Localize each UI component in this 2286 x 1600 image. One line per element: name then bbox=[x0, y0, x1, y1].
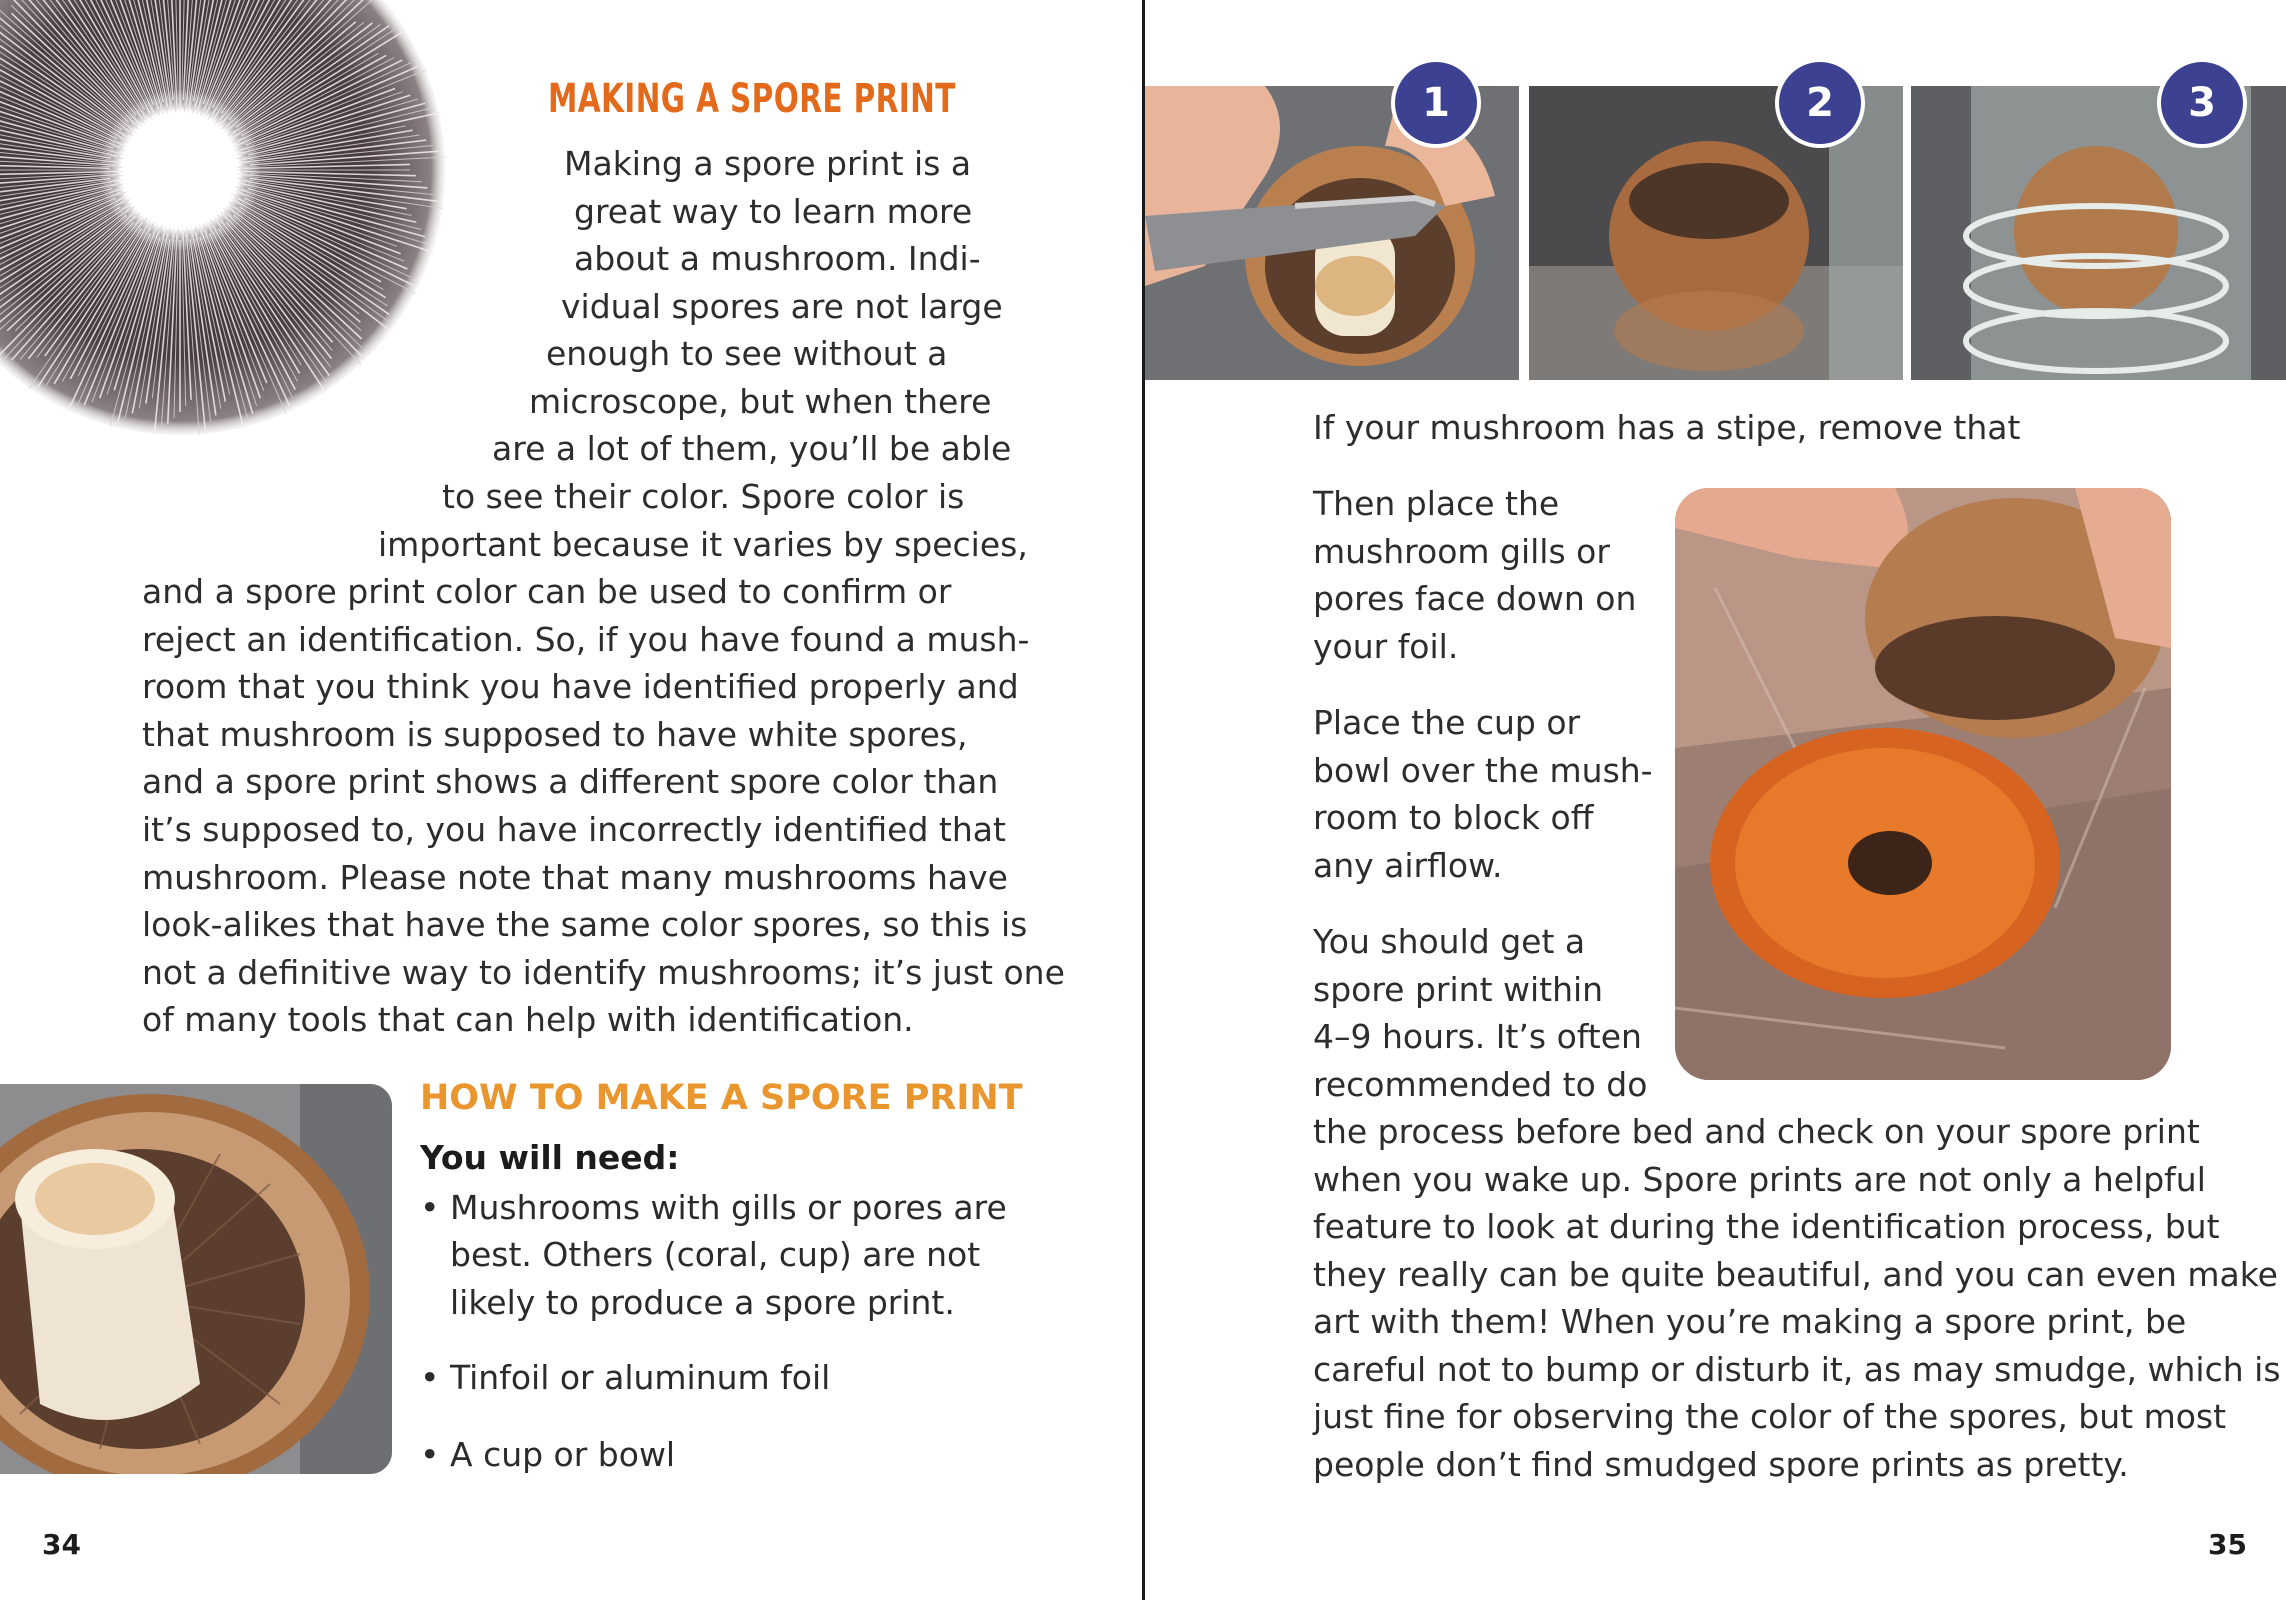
list-item-line: A cup or bowl bbox=[450, 1435, 676, 1474]
text-line: room that you think you have identified properly and bbox=[142, 667, 1019, 706]
text-line: room to block off bbox=[1313, 798, 1594, 837]
text-line: You should get a bbox=[1313, 922, 1586, 961]
text-line: spore print within bbox=[1313, 970, 1604, 1009]
section-title: MAKING A SPORE PRINT bbox=[548, 76, 956, 122]
text-line: about a mushroom. Indi- bbox=[574, 239, 981, 278]
text-line: people don’t find smudged spore prints as pretty. bbox=[1313, 1445, 2129, 1484]
text-line: recommended to do bbox=[1313, 1065, 1648, 1104]
list-item-line: likely to produce a spore print. bbox=[450, 1283, 955, 1322]
text-line: of many tools that can help with identification. bbox=[142, 1000, 914, 1039]
text-line: Place the cup or bbox=[1313, 703, 1581, 742]
step-1-badge: 1 bbox=[1391, 58, 1481, 148]
text-line: the process before bed and check on your spore print bbox=[1313, 1112, 2200, 1151]
text-line: reject an identification. So, if you have found a mush- bbox=[142, 620, 1030, 659]
step-2-badge: 2 bbox=[1775, 58, 1865, 148]
spore-print-foil-photo bbox=[1675, 488, 2171, 1080]
text-line: great way to learn more bbox=[574, 192, 973, 231]
text-line: pores face down on bbox=[1313, 579, 1637, 618]
text-line: and a spore print shows a different spore color than bbox=[142, 762, 999, 801]
list-item-line: best. Others (coral, cup) are not bbox=[450, 1235, 981, 1274]
text-line: it’s supposed to, you have incorrectly identified that bbox=[142, 810, 1006, 849]
text-line: careful not to bump or disturb it, as may smudge, which is bbox=[1313, 1350, 2281, 1389]
text-line: look-alikes that have the same color spores, so this is bbox=[142, 905, 1028, 944]
text-line: your foil. bbox=[1313, 627, 1459, 666]
text-line: and a spore print color can be used to confirm or bbox=[142, 572, 952, 611]
left-page bbox=[0, 0, 1142, 1600]
text-line: not a definitive way to identify mushrooms; it’s just one bbox=[142, 953, 1065, 992]
text-line: they really can be quite beautiful, and you can even make bbox=[1313, 1255, 2278, 1294]
text-line: microscope, but when there bbox=[529, 382, 992, 421]
text-line: art with them! When you’re making a spore print, be bbox=[1313, 1302, 2187, 1341]
text-line: mushroom gills or bbox=[1313, 532, 1610, 571]
list-item-line: Tinfoil or aluminum foil bbox=[450, 1358, 831, 1397]
text-line: that mushroom is supposed to have white spores, bbox=[142, 715, 968, 754]
text-line: Making a spore print is a bbox=[564, 144, 972, 183]
spore-print-image bbox=[0, 0, 520, 500]
text-line: feature to look at during the identification process, but bbox=[1313, 1207, 2220, 1246]
text-line: vidual spores are not large bbox=[561, 287, 1003, 326]
needs-label: You will need: bbox=[420, 1138, 680, 1177]
list-item-line: Mushrooms with gills or pores are bbox=[450, 1188, 1007, 1227]
text-line: are a lot of them, you’ll be able bbox=[492, 429, 1012, 468]
step-3-badge: 3 bbox=[2157, 58, 2247, 148]
bullet-dot: • bbox=[420, 1358, 440, 1397]
page-number: 34 bbox=[42, 1528, 81, 1561]
page-number: 35 bbox=[2208, 1528, 2247, 1561]
text-line: any airflow. bbox=[1313, 846, 1503, 885]
text-line: 4–9 hours. It’s often bbox=[1313, 1017, 1642, 1056]
bullet-dot: • bbox=[420, 1188, 440, 1227]
step-caption: If your mushroom has a stipe, remove that bbox=[1313, 408, 2021, 447]
mushroom-photo bbox=[0, 1084, 392, 1474]
text-line: mushroom. Please note that many mushrooms have bbox=[142, 858, 1008, 897]
text-line: Then place the bbox=[1313, 484, 1560, 523]
howto-title: HOW TO MAKE A SPORE PRINT bbox=[420, 1078, 1023, 1118]
text-line: just fine for observing the color of the spores, but most bbox=[1313, 1397, 2227, 1436]
text-line: to see their color. Spore color is bbox=[442, 477, 965, 516]
text-line: bowl over the mush- bbox=[1313, 751, 1653, 790]
right-page bbox=[1145, 0, 2286, 1600]
bullet-dot: • bbox=[420, 1435, 440, 1474]
text-line: when you wake up. Spore prints are not only a helpful bbox=[1313, 1160, 2206, 1199]
text-line: enough to see without a bbox=[546, 334, 948, 373]
text-line: important because it varies by species, bbox=[378, 525, 1028, 564]
